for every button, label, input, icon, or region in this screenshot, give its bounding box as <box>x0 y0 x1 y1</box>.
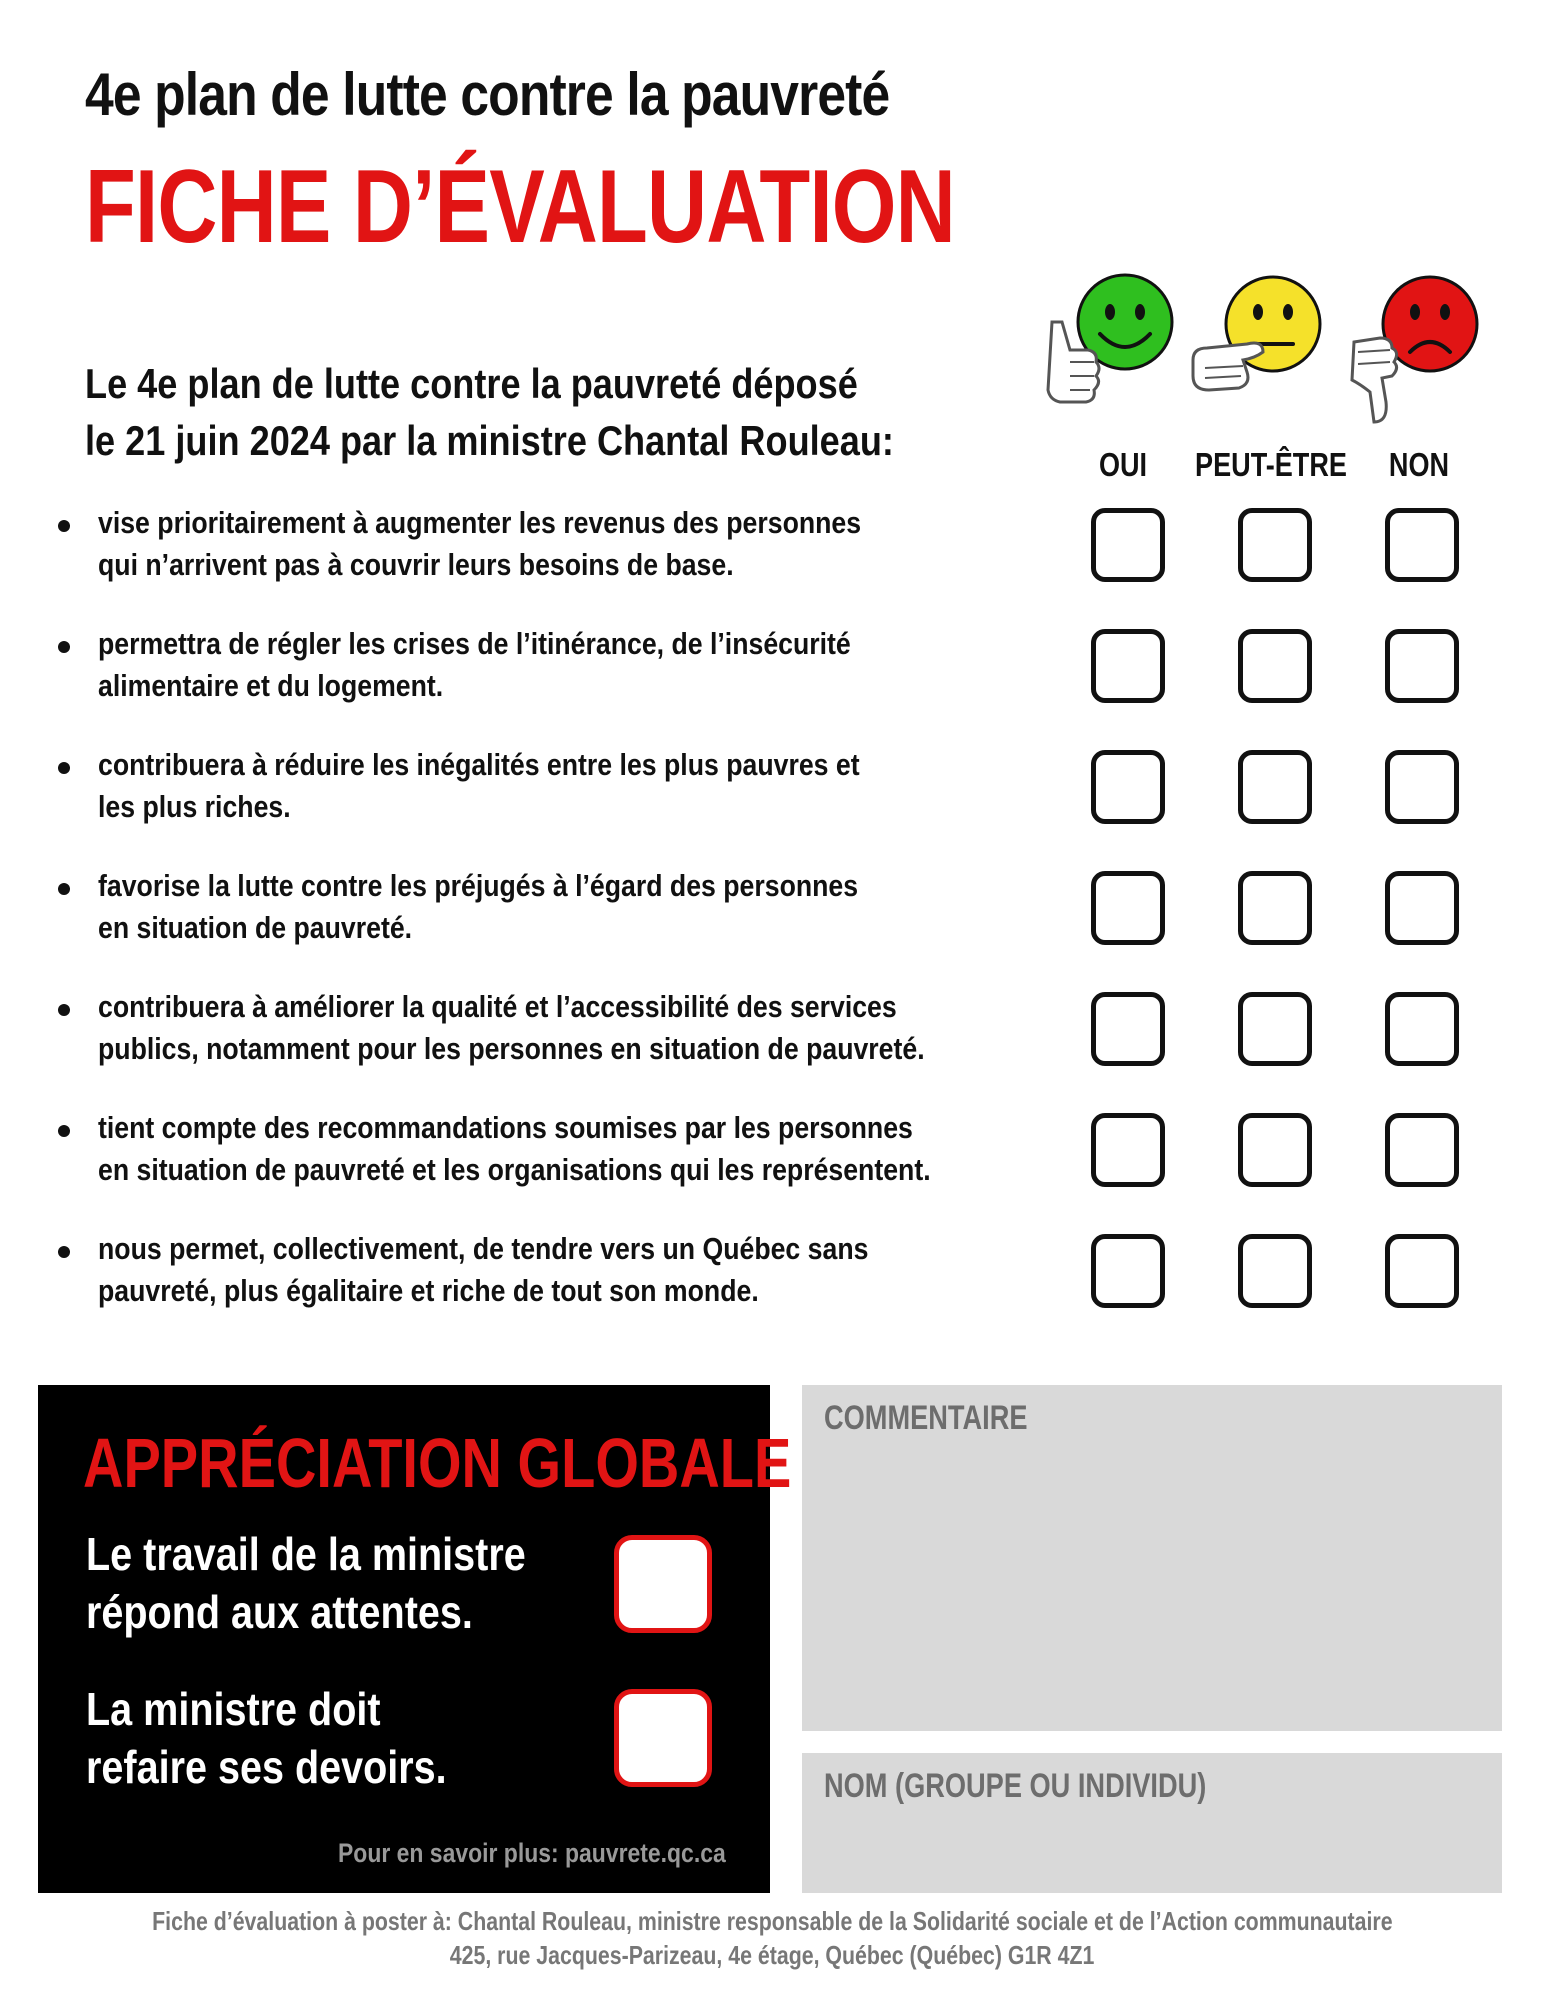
item-2-line-2: alimentaire et du logement. <box>98 668 444 703</box>
checkbox-item-3-non[interactable] <box>1385 750 1459 824</box>
item-6-line-2: en situation de pauvreté et les organisations qui les représentent. <box>98 1152 931 1187</box>
global-option-1-text <box>86 1525 526 1641</box>
footer-mailing-line <box>0 1906 1545 1937</box>
page-subtitle: 4e plan de lutte contre la pauvreté <box>85 61 890 128</box>
column-label-peut-etre: PEUT-ÊTRE <box>1195 446 1347 483</box>
more-info-link[interactable]: Pour en savoir plus: pauvrete.qc.ca <box>338 1838 726 1868</box>
column-label-non: NON <box>1388 446 1450 483</box>
bullet-icon <box>58 520 70 532</box>
column-label-oui: OUI <box>1098 446 1148 483</box>
checkbox-meets-expectations[interactable] <box>614 1535 712 1633</box>
name-label: NOM (GROUPE OU INDIVIDU) <box>824 1767 1207 1805</box>
bullet-icon <box>58 641 70 653</box>
checkbox-item-2-oui[interactable] <box>1091 629 1165 703</box>
checkbox-item-7-peut-etre[interactable] <box>1238 1234 1312 1308</box>
item-4-line-2: en situation de pauvreté. <box>98 910 413 945</box>
checkbox-item-7-oui[interactable] <box>1091 1234 1165 1308</box>
item-1-line-2: qui n’arrivent pas à couvrir leurs besoins de base. <box>98 547 734 582</box>
checkbox-item-5-non[interactable] <box>1385 992 1459 1066</box>
checkbox-item-6-oui[interactable] <box>1091 1113 1165 1187</box>
page-title: FICHE D’ÉVALUATION <box>85 149 955 265</box>
footer-line-2: 425, rue Jacques-Parizeau, 4e étage, Québec (Québec) G1R 4Z1 <box>450 1940 1095 1970</box>
bullet-icon <box>58 1246 70 1258</box>
comment-field[interactable] <box>802 1385 1502 1731</box>
global-appreciation-title: APPRÉCIATION GLOBALE <box>83 1424 792 1502</box>
checkbox-item-1-non[interactable] <box>1385 508 1459 582</box>
checkbox-item-4-non[interactable] <box>1385 871 1459 945</box>
comment-label: COMMENTAIRE <box>824 1399 1028 1437</box>
checkbox-item-1-oui[interactable] <box>1091 508 1165 582</box>
item-5-line-2: publics, notamment pour les personnes en situation de pauvreté. <box>98 1031 925 1066</box>
global-appreciation-panel <box>38 1385 792 1893</box>
bullet-icon <box>58 762 70 774</box>
item-4-line-1: favorise la lutte contre les préjugés à l’égard des personnes <box>98 868 859 903</box>
bullet-icon <box>58 1004 70 1016</box>
item-7-line-2: pauvreté, plus égalitaire et riche de tout son monde. <box>98 1273 759 1308</box>
smiley-thumbs-up-icon <box>1040 272 1180 412</box>
global-option-2-line-2: refaire ses devoirs. <box>86 1741 447 1793</box>
checkbox-item-2-peut-etre[interactable] <box>1238 629 1312 703</box>
checkbox-item-5-peut-etre[interactable] <box>1238 992 1312 1066</box>
frown-thumbs-down-icon <box>1340 272 1485 432</box>
global-option-1-line-2: répond aux attentes. <box>86 1586 473 1638</box>
checkbox-redo-homework[interactable] <box>614 1689 712 1787</box>
item-1-line-1: vise prioritairement à augmenter les revenus des personnes <box>98 505 862 540</box>
intro-line-1: Le 4e plan de lutte contre la pauvreté déposé <box>85 360 858 407</box>
footer-line-1: Fiche d’évaluation à poster à: Chantal Rouleau, ministre responsable de la Solidarité sociale et de l’Action communautaire <box>152 1906 1393 1936</box>
item-2-line-1: permettra de régler les crises de l’itinérance, de l’insécurité <box>98 626 851 661</box>
checkbox-item-3-oui[interactable] <box>1091 750 1165 824</box>
checkbox-item-5-oui[interactable] <box>1091 992 1165 1066</box>
checkbox-item-4-oui[interactable] <box>1091 871 1165 945</box>
item-3-line-1: contribuera à réduire les inégalités entre les plus pauvres et <box>98 747 860 782</box>
footer-address-line <box>0 1940 1545 1971</box>
checkbox-item-4-peut-etre[interactable] <box>1238 871 1312 945</box>
intro-line-2: le 21 juin 2024 par la ministre Chantal Rouleau: <box>85 417 894 464</box>
bullet-icon <box>58 883 70 895</box>
checkbox-item-2-non[interactable] <box>1385 629 1459 703</box>
global-option-2-line-1: La ministre doit <box>86 1683 381 1735</box>
item-6-line-1: tient compte des recommandations soumises par les personnes <box>98 1110 913 1145</box>
checkbox-item-7-non[interactable] <box>1385 1234 1459 1308</box>
neutral-face-pointing-icon <box>1185 272 1335 412</box>
item-3-line-2: les plus riches. <box>98 789 291 824</box>
checkbox-item-6-peut-etre[interactable] <box>1238 1113 1312 1187</box>
item-5-line-1: contribuera à améliorer la qualité et l’accessibilité des services <box>98 989 897 1024</box>
global-option-1-line-1: Le travail de la ministre <box>86 1528 526 1580</box>
name-field[interactable] <box>802 1753 1502 1893</box>
checkbox-item-3-peut-etre[interactable] <box>1238 750 1312 824</box>
global-option-2-text <box>86 1680 447 1796</box>
checkbox-item-6-non[interactable] <box>1385 1113 1459 1187</box>
item-7-line-1: nous permet, collectivement, de tendre vers un Québec sans <box>98 1231 869 1266</box>
checkbox-item-1-peut-etre[interactable] <box>1238 508 1312 582</box>
intro-text <box>85 355 894 469</box>
bullet-icon <box>58 1125 70 1137</box>
